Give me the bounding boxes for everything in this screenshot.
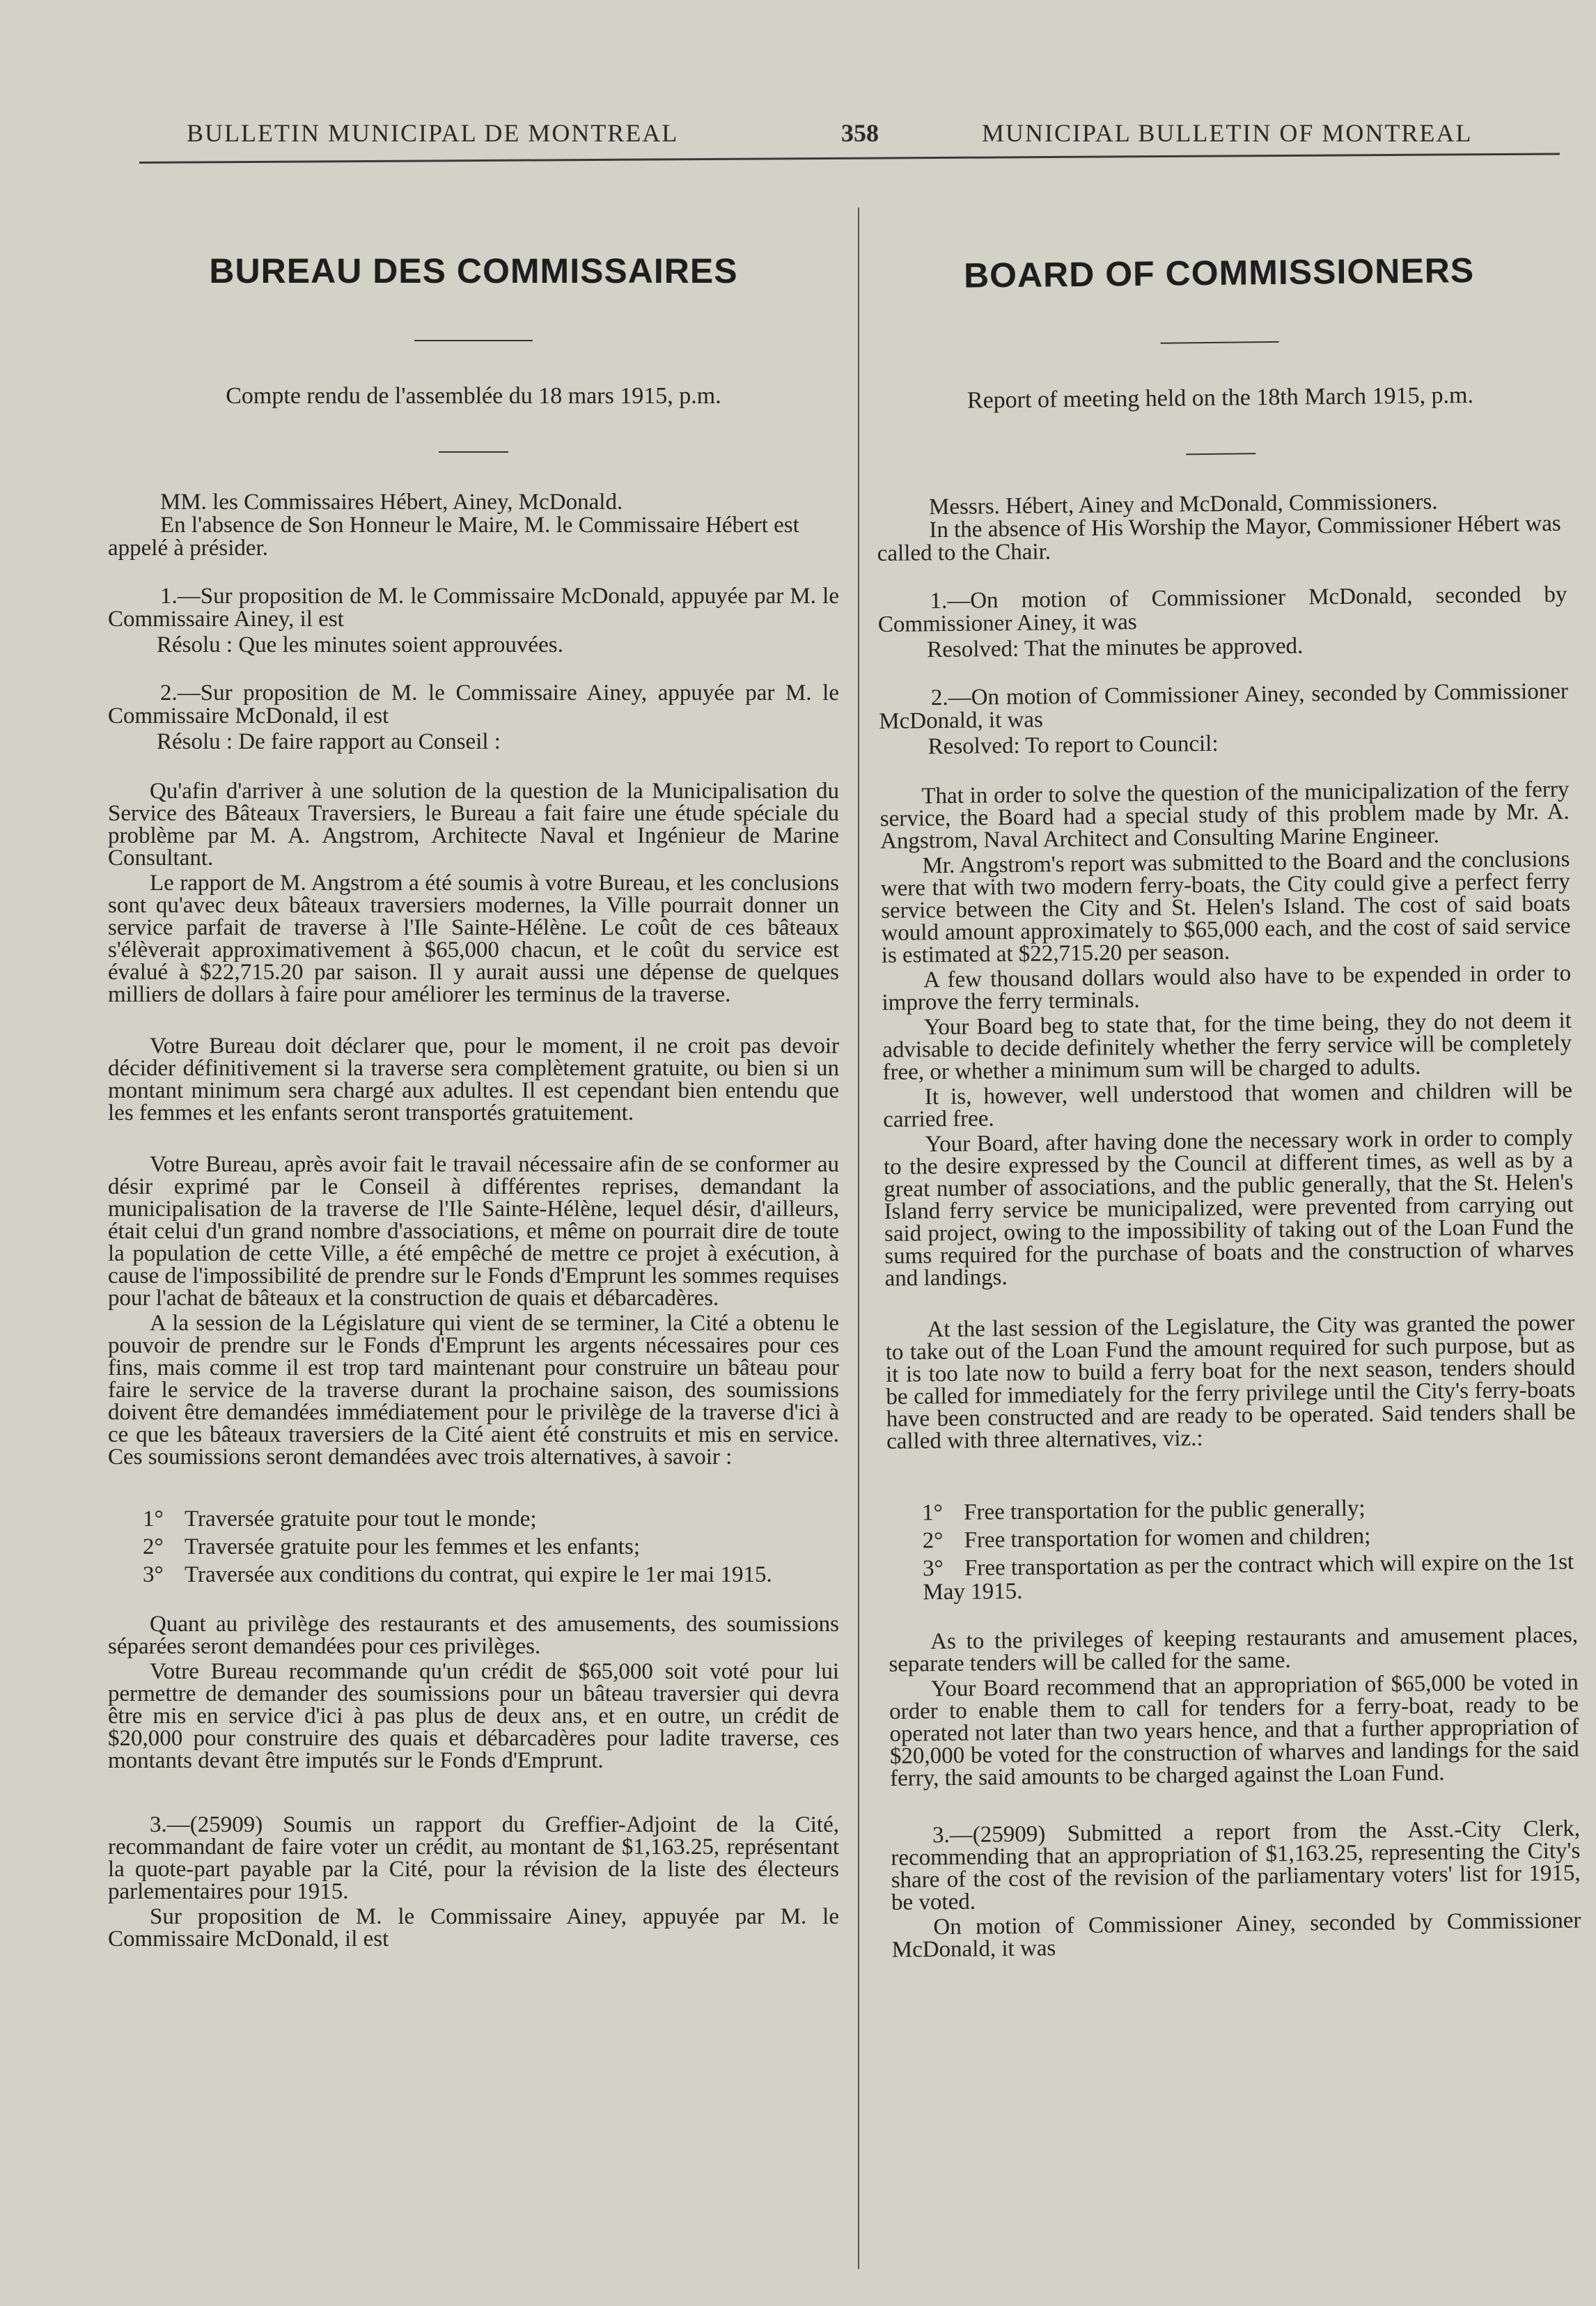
attendance-line: En l'absence de Son Honneur le Maire, M. le Commissaire Hébert est appelé à présider.	[108, 513, 799, 561]
report-paragraph: Le rapport de M. Angstrom a été soumis à votre Bureau, et les conclusions sont qu'avec deux bâteaux traversiers modernes, la Ville pourrait donner un service parfait de traverse à l'Ile Sainte-Hélène. Le coût de ces bâteaux s'élèverait approximativement à $65,000 chacun, et le coût du service est évalué à $22,715.20 par saison. Il y aurait aussi une dépense de quelques milliers de dollars à faire pour améliorer les terminus de la traverse.	[108, 871, 839, 1007]
english-item-3	[891, 1818, 1581, 1961]
item-text: Sur proposition de M. le Commissaire Ainey, appuyée par M. le Commissaire McDonald, il est	[108, 1904, 839, 1951]
english-report	[879, 779, 1576, 1453]
report-paragraph: It is, however, well understood that women and children will be carried free.	[883, 1077, 1573, 1132]
list-text: Free transportation as per the contract which will expire on the 1st May 1915.	[923, 1549, 1574, 1605]
english-alternatives	[887, 1495, 1577, 1605]
french-closing	[108, 1613, 839, 1772]
report-paragraph: At the last session of the Legislature, the City was granted the power to take out of the Loan Fund the amount required for such purpose, but as it is too late now to build a ferry boat for the next season, tenders should be called for immediately for the ferry privilege until the City's ferry-boats have been constructed and are ready to be operated. Said tenders shall be called with three alternatives, viz.:	[885, 1310, 1576, 1454]
subtitle-rule	[439, 451, 508, 453]
item-resolution: Résolu : Que les minutes soient approuvées.	[157, 632, 563, 657]
closing-paragraph: Quant au privilège des restaurants et des amusements, des soumissions séparées seront demandées pour ces privilèges.	[108, 1612, 839, 1659]
list-text: Traversée gratuite pour les femmes et les enfants;	[185, 1534, 640, 1559]
french-title: BUREAU DES COMMISSAIRES	[209, 251, 738, 290]
header-rule	[139, 153, 1560, 164]
english-item-2	[879, 680, 1569, 759]
attendance-line: Messrs. Hébert, Ainey and McDonald, Commissioners.	[928, 489, 1438, 520]
item-resolution: Resolved: That the minutes be approved.	[927, 633, 1304, 663]
english-attendance	[877, 490, 1567, 566]
list-item	[108, 1535, 839, 1559]
attendance-line: In the absence of His Worship the Mayor, Commissioner Hébert was called to the Chair.	[877, 511, 1561, 566]
closing-paragraph: Your Board recommend that an appropriation of $65,000 be voted in order to enable them to call for tenders for a ferry-boat, ready to be operated not later than two years hence, and that a further appropriation of $20,000 be voted for the construction of wharves and landings for the said ferry, the said amounts to be charged against the Loan Fund.	[889, 1669, 1579, 1791]
list-number: 3°	[143, 1562, 164, 1587]
list-number: 2°	[922, 1528, 944, 1554]
running-header-english: MUNICIPAL BULLETIN OF MONTREAL	[982, 119, 1473, 147]
french-attendance	[108, 491, 839, 560]
list-text: Traversée aux conditions du contrat, qui expire le 1er mai 1915.	[185, 1562, 772, 1587]
page-number: 358	[841, 119, 879, 147]
item-text: 1.—Sur proposition de M. le Commissaire McDonald, appuyée par M. le Commissaire Ainey, il est	[108, 584, 839, 632]
report-paragraph: Your Board beg to state that, for the time being, they do not deem it advisable to decide definitely whether the ferry service will be completely free, or whether a minimum sum will be charged to adults.	[882, 1008, 1572, 1085]
title-rule	[414, 340, 533, 341]
list-text: Free transportation for the public generally;	[964, 1495, 1366, 1525]
item-text: On motion of Commissioner Ainey, seconded by Commissioner McDonald, it was	[891, 1908, 1581, 1963]
list-number: 3°	[922, 1556, 944, 1582]
list-item	[887, 1522, 1577, 1553]
closing-paragraph: As to the privileges of keeping restaurants and amusement places, separate tenders will be called for the same.	[889, 1622, 1579, 1677]
report-paragraph: Votre Bureau, après avoir fait le travail nécessaire afin de se conformer au désir exprimé par le Conseil à différentes reprises, demandant la municipalisation de la traverse de l'Ile Sainte-Hélène, lequel désir, d'ailleurs, était celui d'un grand nombre d'associations, et même on pourrait dire de toute la population de cette Ville, a été empêché de mettre ce projet à exécution, à cause de l'impossibilité de prendre sur le Fonds d'Emprunt les sommes requises pour l'achat de bâteaux et la construction de quais et débarcadères.	[108, 1152, 839, 1311]
french-item-2	[108, 682, 839, 754]
english-closing	[889, 1624, 1579, 1790]
list-number: 1°	[922, 1500, 944, 1526]
list-item	[887, 1495, 1577, 1525]
french-report	[108, 780, 839, 1468]
item-text: 2.—On motion of Commissioner Ainey, seconded by Commissioner McDonald, it was	[879, 678, 1569, 734]
attendance-line: MM. les Commissaires Hébert, Ainey, McDonald.	[160, 490, 623, 515]
list-item	[888, 1550, 1578, 1605]
report-paragraph: That in order to solve the question of the municipalization of the ferry service, the Board had a special study of this problem made by Mr. A. Angstrom, Naval Architect and Consulting Marine Engineer.	[879, 777, 1570, 854]
french-item-1	[108, 585, 839, 657]
running-header-french: BULLETIN MUNICIPAL DE MONTREAL	[187, 119, 679, 147]
list-item	[108, 1563, 839, 1587]
column-divider	[858, 208, 859, 2269]
title-rule	[1161, 341, 1279, 344]
list-number: 2°	[143, 1534, 164, 1559]
report-paragraph: Your Board, after having done the necessary work in order to comply to the desire expressed by the Council at different times, as well as by a great number of associations, and the public generally, that the St. Helen's Island ferry service be municipalized, were prevented from carrying out said project, owing to the impossibility of taking out of the Loan Fund the sums required for the purchase of boats and the construction of wharves and landings.	[883, 1125, 1574, 1291]
report-paragraph: Qu'afin d'arriver à une solution de la question de la Municipalisation du Service des Bâteaux Traversiers, le Bureau a fait faire une étude spéciale du problème par M. A. Angstrom, Architecte Naval et Ingénieur de Marine Consultant.	[108, 779, 839, 871]
closing-paragraph: Votre Bureau recommande qu'un crédit de $65,000 soit voté pour lui permettre de demander des soumissions pour un bâteau traversier qui devra être mis en service d'ici à pas plus de deux ans, et en outre, un crédit de $20,000 pour construire des quais et débarcadères pour ladite traverse, ces montants devant être imputés sur le Fonds d'Emprunt.	[108, 1659, 839, 1773]
french-item-3	[108, 1814, 839, 1950]
list-number: 1°	[143, 1506, 164, 1532]
english-subtitle: Report of meeting held on the 18th March 1915, p.m.	[967, 382, 1474, 414]
french-column	[108, 237, 839, 1953]
report-paragraph: A la session de la Législature qui vient de se terminer, la Cité a obtenu le pouvoir de prendre sur le Fonds d'Emprunt les argents nécessaires pour ces fins, mais comme il est trop tard maintenant pour construire un bâteau pour faire le service de la traverse durant la prochaine saison, des soumissions doivent être demandées immédiatement pour le privilège de la traverse d'ici à ce que les bâteaux traversiers de la Cité aient été construits et mis en service. Ces soumissions seront demandées avec trois alternatives, à savoir :	[108, 1311, 839, 1470]
item-text: 3.—(25909) Submitted a report from the Asst.-City Clerk, recommending that an appropriation of $1,163.25, representing the City's share of the cost of the revision of the parliamentary voters' list for 1915, be voted.	[891, 1816, 1581, 1915]
english-column	[874, 230, 1581, 1964]
report-paragraph: A few thousand dollars would also have to be expended in order to improve the ferry terminals.	[882, 960, 1572, 1015]
report-paragraph: Mr. Angstrom's report was submitted to the Board and the conclusions were that with two modern ferry-boats, the City could give a perfect ferry service between the City and St. Helen's Island. The cost of said boats would amount approximately to $65,000 each, and the cost of said service is estimated at $22,715.20 per season.	[880, 846, 1571, 968]
report-paragraph: Votre Bureau doit déclarer que, pour le moment, il ne croit pas devoir décider définitivement si la traverse sera complètement gratuite, ou bien si un montant minimum sera chargé aux adultes. Il est cependant bien entendu que les femmes et les enfants seront transportés gratuitement.	[108, 1034, 839, 1125]
list-item	[108, 1507, 839, 1531]
item-text: 2.—Sur proposition de M. le Commissaire Ainey, appuyée par M. le Commissaire McDonald, il est	[108, 680, 839, 729]
subtitle-rule	[1186, 453, 1255, 455]
list-text: Free transportation for women and children;	[964, 1523, 1371, 1553]
english-item-1	[877, 584, 1567, 662]
english-title: BOARD OF COMMISSIONERS	[963, 250, 1475, 295]
french-alternatives	[108, 1507, 839, 1587]
item-resolution: Resolved: To report to Council:	[928, 731, 1219, 760]
item-text: 3.—(25909) Soumis un rapport du Greffier-Adjoint de la Cité, recommandant de faire voter un crédit, au montant de $1,163.25, représentant la quote-part payable par la Cité, pour la révision de la liste des électeurs parlementaires pour 1915.	[108, 1812, 839, 1904]
list-text: Traversée gratuite pour tout le monde;	[185, 1506, 537, 1532]
item-text: 1.—On motion of Commissioner McDonald, seconded by Commissioner Ainey, it was	[877, 582, 1567, 637]
item-resolution: Résolu : De faire rapport au Conseil :	[157, 729, 501, 754]
french-subtitle: Compte rendu de l'assemblée du 18 mars 1915, p.m.	[226, 383, 721, 409]
